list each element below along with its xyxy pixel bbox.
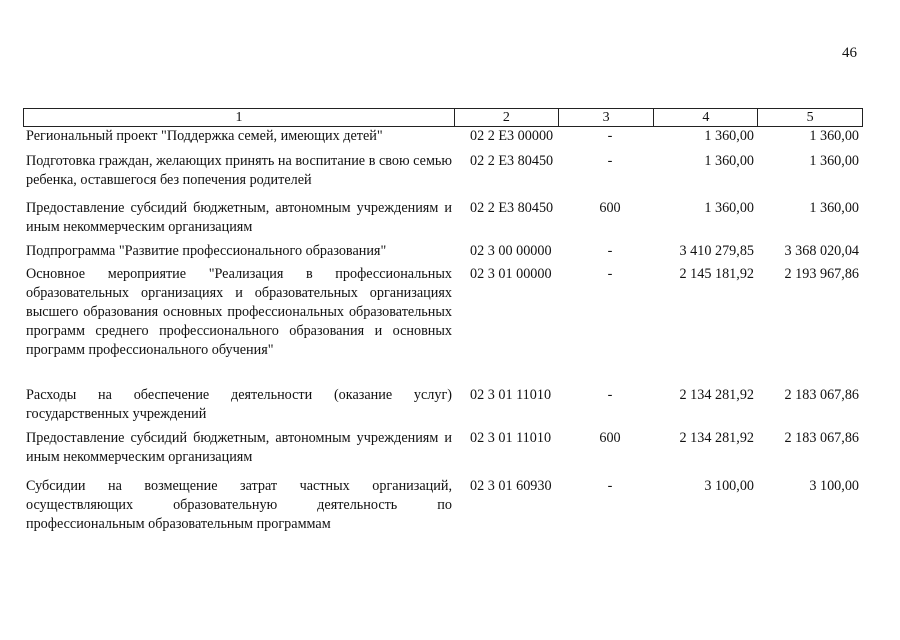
row-vr: - bbox=[607, 153, 613, 169]
row-name: Расходы на обеспечение деятельности (оказание услуг) государственных учреждений bbox=[26, 387, 452, 422]
row-code: 02 3 01 00000 bbox=[470, 266, 552, 282]
row-vr: 600 bbox=[599, 200, 621, 216]
row-value-col5: 2 193 967,86 bbox=[784, 266, 859, 282]
row-value-col4: 2 134 281,92 bbox=[679, 430, 754, 446]
row-name: Предоставление субсидий бюджетным, автономным учреждениям и иным некоммерческим организациям bbox=[26, 430, 452, 465]
row-value-col4: 2 134 281,92 bbox=[679, 387, 754, 403]
row-value-col5: 2 183 067,86 bbox=[784, 387, 859, 403]
row-name: Субсидии на возмещение затрат частных организаций, осуществляющих образовательную деятельность по профессиональным образовательным программам bbox=[26, 478, 452, 532]
row-value-col5: 3 100,00 bbox=[809, 478, 859, 494]
row-code: 02 2 Е3 00000 bbox=[470, 128, 554, 144]
row-value-col5: 2 183 067,86 bbox=[784, 430, 859, 446]
row-vr: - bbox=[607, 128, 613, 144]
table-header bbox=[23, 108, 863, 127]
row-code: 02 3 01 11010 bbox=[470, 430, 552, 446]
row-code: 02 2 Е3 80450 bbox=[470, 153, 554, 169]
row-name: Региональный проект "Поддержка семей, имеющих детей" bbox=[26, 128, 383, 144]
header-col-3: 3 bbox=[559, 109, 655, 126]
row-name: Основное мероприятие "Реализация в профессиональных образовательных организациях и образовательных организациях высшего образования основных профессиональных образовательных программ среднего профессионального образования и основных программ профессионального обучения" bbox=[26, 266, 452, 358]
row-value-col4: 3 410 279,85 bbox=[679, 243, 754, 259]
row-value-col4: 2 145 181,92 bbox=[679, 266, 754, 282]
row-value-col4: 1 360,00 bbox=[704, 200, 754, 216]
header-col-1: 1 bbox=[24, 109, 455, 126]
row-name: Подпрограмма "Развитие профессионального образования" bbox=[26, 243, 387, 259]
row-name: Подготовка граждан, желающих принять на воспитание в свою семью ребенка, оставшегося без попечения родителей bbox=[26, 153, 452, 188]
row-vr: - bbox=[607, 387, 613, 403]
row-value-col5: 1 360,00 bbox=[809, 128, 859, 144]
row-name: Предоставление субсидий бюджетным, автономным учреждениям и иным некоммерческим организациям bbox=[26, 200, 452, 235]
header-col-4: 4 bbox=[654, 109, 758, 126]
header-col-5: 5 bbox=[806, 110, 814, 125]
row-value-col4: 1 360,00 bbox=[704, 128, 754, 144]
row-value-col4: 1 360,00 bbox=[704, 153, 754, 169]
row-value-col4: 3 100,00 bbox=[704, 478, 754, 494]
row-value-col5: 1 360,00 bbox=[809, 200, 859, 216]
row-value-col5: 3 368 020,04 bbox=[784, 243, 859, 259]
row-vr: - bbox=[607, 243, 613, 259]
row-value-col5: 1 360,00 bbox=[809, 153, 859, 169]
row-vr: - bbox=[607, 266, 613, 282]
row-vr: - bbox=[607, 478, 613, 494]
row-code: 02 2 Е3 80450 bbox=[470, 200, 554, 216]
page-number: 46 bbox=[842, 45, 857, 61]
row-code: 02 3 01 11010 bbox=[470, 387, 552, 403]
row-code: 02 3 01 60930 bbox=[470, 478, 552, 494]
row-code: 02 3 00 00000 bbox=[470, 243, 552, 259]
header-col-2: 2 bbox=[455, 109, 559, 126]
row-vr: 600 bbox=[599, 430, 621, 446]
